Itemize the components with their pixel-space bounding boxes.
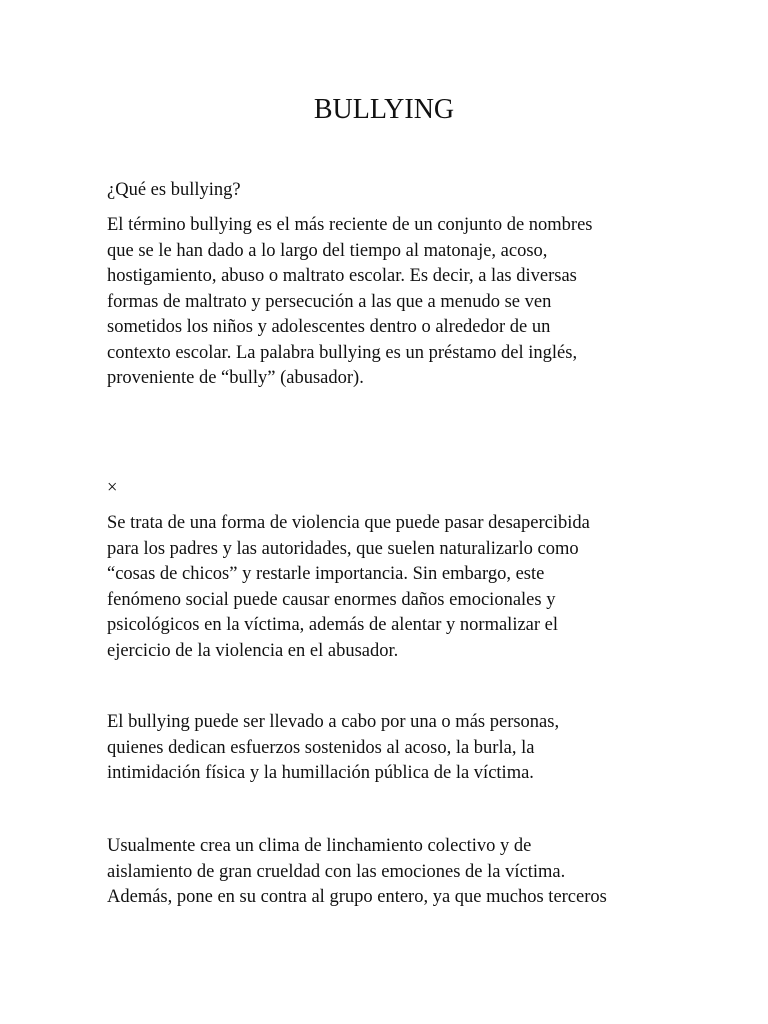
text-line: Se trata de una forma de violencia que puede pasar desapercibida (107, 513, 590, 533)
text-line: Además, pone en su contra al grupo entero, ya que muchos terceros (107, 887, 607, 907)
text-line: proveniente de “bully” (abusador). (107, 368, 364, 388)
paragraph-violence (107, 511, 667, 664)
paragraph-perpetrators (107, 710, 667, 787)
text-line: formas de maltrato y persecución a las que a menudo se ven (107, 291, 552, 312)
text-line: intimidación física y la humillación pública de la víctima. (107, 763, 534, 783)
text-line: aislamiento de gran crueldad con las emociones de la víctima. (107, 861, 566, 882)
text-line: “cosas de chicos” y restarle importancia. Sin embargo, este (107, 564, 545, 584)
times-mark: × (107, 478, 118, 498)
text-line: Usualmente crea un clima de linchamiento colectivo y de (107, 836, 532, 856)
paragraph-climate (107, 834, 667, 911)
text-line: psicológicos en la víctima, además de alentar y normalizar el (107, 615, 559, 635)
text-line: El bullying puede ser llevado a cabo por una o más personas, (107, 712, 560, 732)
section-question: ¿Qué es bullying? (107, 180, 241, 200)
text-line: para los padres y las autoridades, que suelen naturalizarlo como (107, 538, 579, 559)
text-line: que se le han dado a lo largo del tiempo al matonaje, acoso, (107, 240, 548, 261)
paragraph-definition (107, 213, 667, 392)
text-line: contexto escolar. La palabra bullying es un préstamo del inglés, (107, 342, 578, 363)
text-line: quienes dedican esfuerzos sostenidos al acoso, la burla, la (107, 737, 535, 758)
text-line: fenómeno social puede causar enormes daños emocionales y (107, 589, 556, 610)
document-title: BULLYING (313, 94, 455, 125)
text-line: sometidos los niños y adolescentes dentro o alrededor de un (107, 317, 551, 337)
text-line: El término bullying es el más reciente de un conjunto de nombres (107, 215, 593, 235)
text-line: ejercicio de la violencia en el abusador. (107, 640, 399, 661)
text-line: hostigamiento, abuso o maltrato escolar. Es decir, a las diversas (107, 266, 577, 286)
